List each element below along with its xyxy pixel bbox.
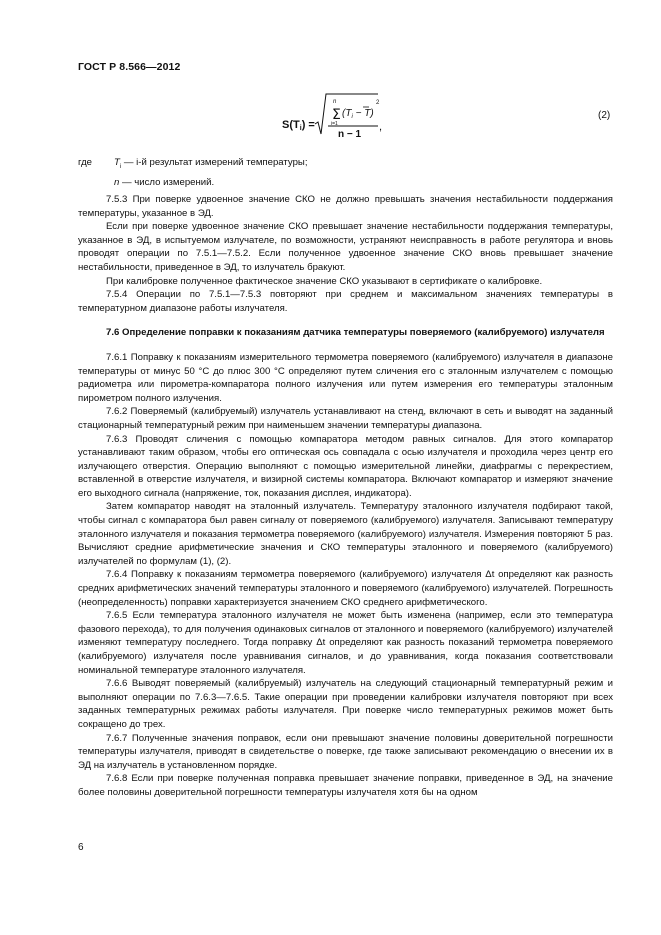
numerator-sub: i bbox=[351, 114, 353, 120]
document-header: ГОСТ Р 8.566—2012 bbox=[78, 61, 181, 73]
equation-number: (2) bbox=[598, 110, 611, 121]
formula-graphic bbox=[282, 92, 402, 148]
formula-lhs-sub: i bbox=[299, 125, 302, 132]
paragraph: 7.6.8 Если при поверке полученная поправка превышает значение поправки, приведенное в ЭД, на значение более половины доверительной погрешности температуры излучателя хотя бы на одном bbox=[78, 773, 613, 798]
paragraph: 7.6.7 Полученные значения поправок, если они превышают значение половины доверительной погрешности температуры излучателя, приводят в свидетельстве о поверке, где также записывают рекомендацию о внесении их в ЭД на излучатель в установленном порядке. bbox=[78, 732, 613, 771]
sum-icon: Σ bbox=[332, 107, 341, 123]
numerator-bar: T bbox=[364, 108, 371, 119]
paragraph: 7.6.6 Выводят поверяемый (калибруемый) излучатель на следующий стационарный температурный режим и выполняют операции по 7.6.3—7.6.5. Такие операции при проведении калибровки излучателя повторяют при всех заданных температурных режимах работы излучателя. При поверке число температурных режимов может быть сокращено до трех. bbox=[78, 678, 613, 730]
svg-text:(Ti − T) bbox=[342, 108, 374, 120]
paragraph: При калибровке полученное фактическое значение СКО указывают в сертификате о калибровке. bbox=[106, 275, 543, 287]
paragraph: 7.6.2 Поверяемый (калибруемый) излучатель устанавливают на стенд, включают в сеть и выводят на заданный стационарный температурный режим при наименьшем значении температуры диапазона. bbox=[78, 406, 613, 431]
formula-lhs: S(T bbox=[282, 119, 300, 131]
where-label: где bbox=[78, 157, 93, 168]
numerator-close: ) bbox=[370, 108, 374, 119]
numerator-minus: − bbox=[352, 108, 365, 119]
paragraph: 7.5.4 Операции по 7.5.1—7.5.3 повторяют при среднем и максимальном значениях температуры в температурном диапазоне работы излучателя. bbox=[78, 289, 613, 314]
page-number: 6 bbox=[78, 842, 84, 853]
where-item: n — число измерений. bbox=[114, 176, 215, 188]
paragraph: 7.5.3 При поверке удвоенное значение СКО не должно превышать значения нестабильности поддержания температуры, указанное в ЭД. bbox=[78, 194, 613, 219]
paragraph: Если при поверке удвоенное значение СКО превышает значение нестабильности поддержания температуры, указанное в ЭД, в испытуемом излучателе, по возможности, устраняют неисправность в работе регулятора и вновь проводят операции по 7.5.1—7.5.2. Если полученное удвоенное значение СКО вновь превышает значение нестабильности, приведенное в ЭД, то излучатель бракуют. bbox=[78, 221, 613, 273]
paragraph: Затем компаратор наводят на эталонный излучатель. Температуру эталонного излучателя подбирают такой, чтобы сигнал с компаратора был равен сигналу от поверяемого (калибруемого) излучателя. Записывают температуру эталонного излучателя и показания термометра поверяемого (калибруемого) излучателя. Измерения повторяют 5 раз. Вычисляют средние арифметические значения и СКО температуры эталонного и поверяемого (калибруемого) излучателей по формулам (1), (2). bbox=[78, 501, 613, 567]
paragraph: 7.6.3 Проводят сличения с помощью компаратора методом равных сигналов. Для этого компаратор устанавливают таким образом, чтобы его оптическая ось совпадала с осью излучателя и проходила через центр его излучающего отверстия. Операцию выполняют с помощью измерительной линейки, диафрагмы с перекрестием, вставленной в отверстие излучателя, и визирной системы компаратора. Включают компаратор и измеряют значение его выходного сигнала (напряжение, ток, показания дисплея, индикатора). bbox=[78, 433, 613, 499]
sum-upper: n bbox=[333, 99, 337, 105]
paragraph: 7.6.1 Поправку к показаниям измерительного термометра поверяемого (калибруемого) излучателя в диапазоне температуры от минус 50 °С до плюс 300 °С определяют путем сличения его с эталонным излучателем с помощью радиометра или пирометра-компаратора полного излучения или путем измерения его температуры эталонным пирометром полного излучения. bbox=[78, 351, 613, 404]
paragraph: 7.6.4 Поправку к показаниям термометра поверяемого (калибруемого) излучателя Δt определяют как разность средних арифметических значений температуры эталонного и поверяемого (калибруемого) излучателей. Погрешность (неопределенность) поправки характеризуется значением СКО среднего арифметического. bbox=[78, 569, 613, 608]
formula-lhs-close: ) = bbox=[301, 119, 315, 131]
svg-text:S(Ti) = bbox=[282, 119, 315, 132]
section-heading: 7.6 Определение поправки к показаниям датчика температуры поверяемого (калибруемого) излучателя bbox=[106, 327, 605, 339]
numerator-open: (T bbox=[342, 108, 352, 119]
where-block bbox=[78, 155, 308, 190]
sum-lower: i=1 bbox=[331, 121, 338, 127]
paragraph: 7.6.5 Если температура эталонного излучателя не может быть изменена (например, если это температура фазового перехода), то для получения одинаковых сигналов от эталонного и поверяемого (калибруемого) излучателей изменяют температуру последнего. Тогда поправку Δt определяют как разность показаний термометра поверяемого (калибруемого) излучателя после уравнивания сигналов, и до уравнивания, когда показания соответствовали номинальной температуре эталонного излучателя. bbox=[78, 610, 613, 676]
formula-comma: , bbox=[379, 121, 383, 133]
denominator: n − 1 bbox=[338, 129, 362, 140]
numerator-power: 2 bbox=[376, 100, 380, 106]
formula-sko bbox=[282, 92, 402, 148]
where-item: $T_i$ — i-й результат измерений температуры; bbox=[114, 157, 308, 170]
document-body bbox=[78, 193, 613, 800]
